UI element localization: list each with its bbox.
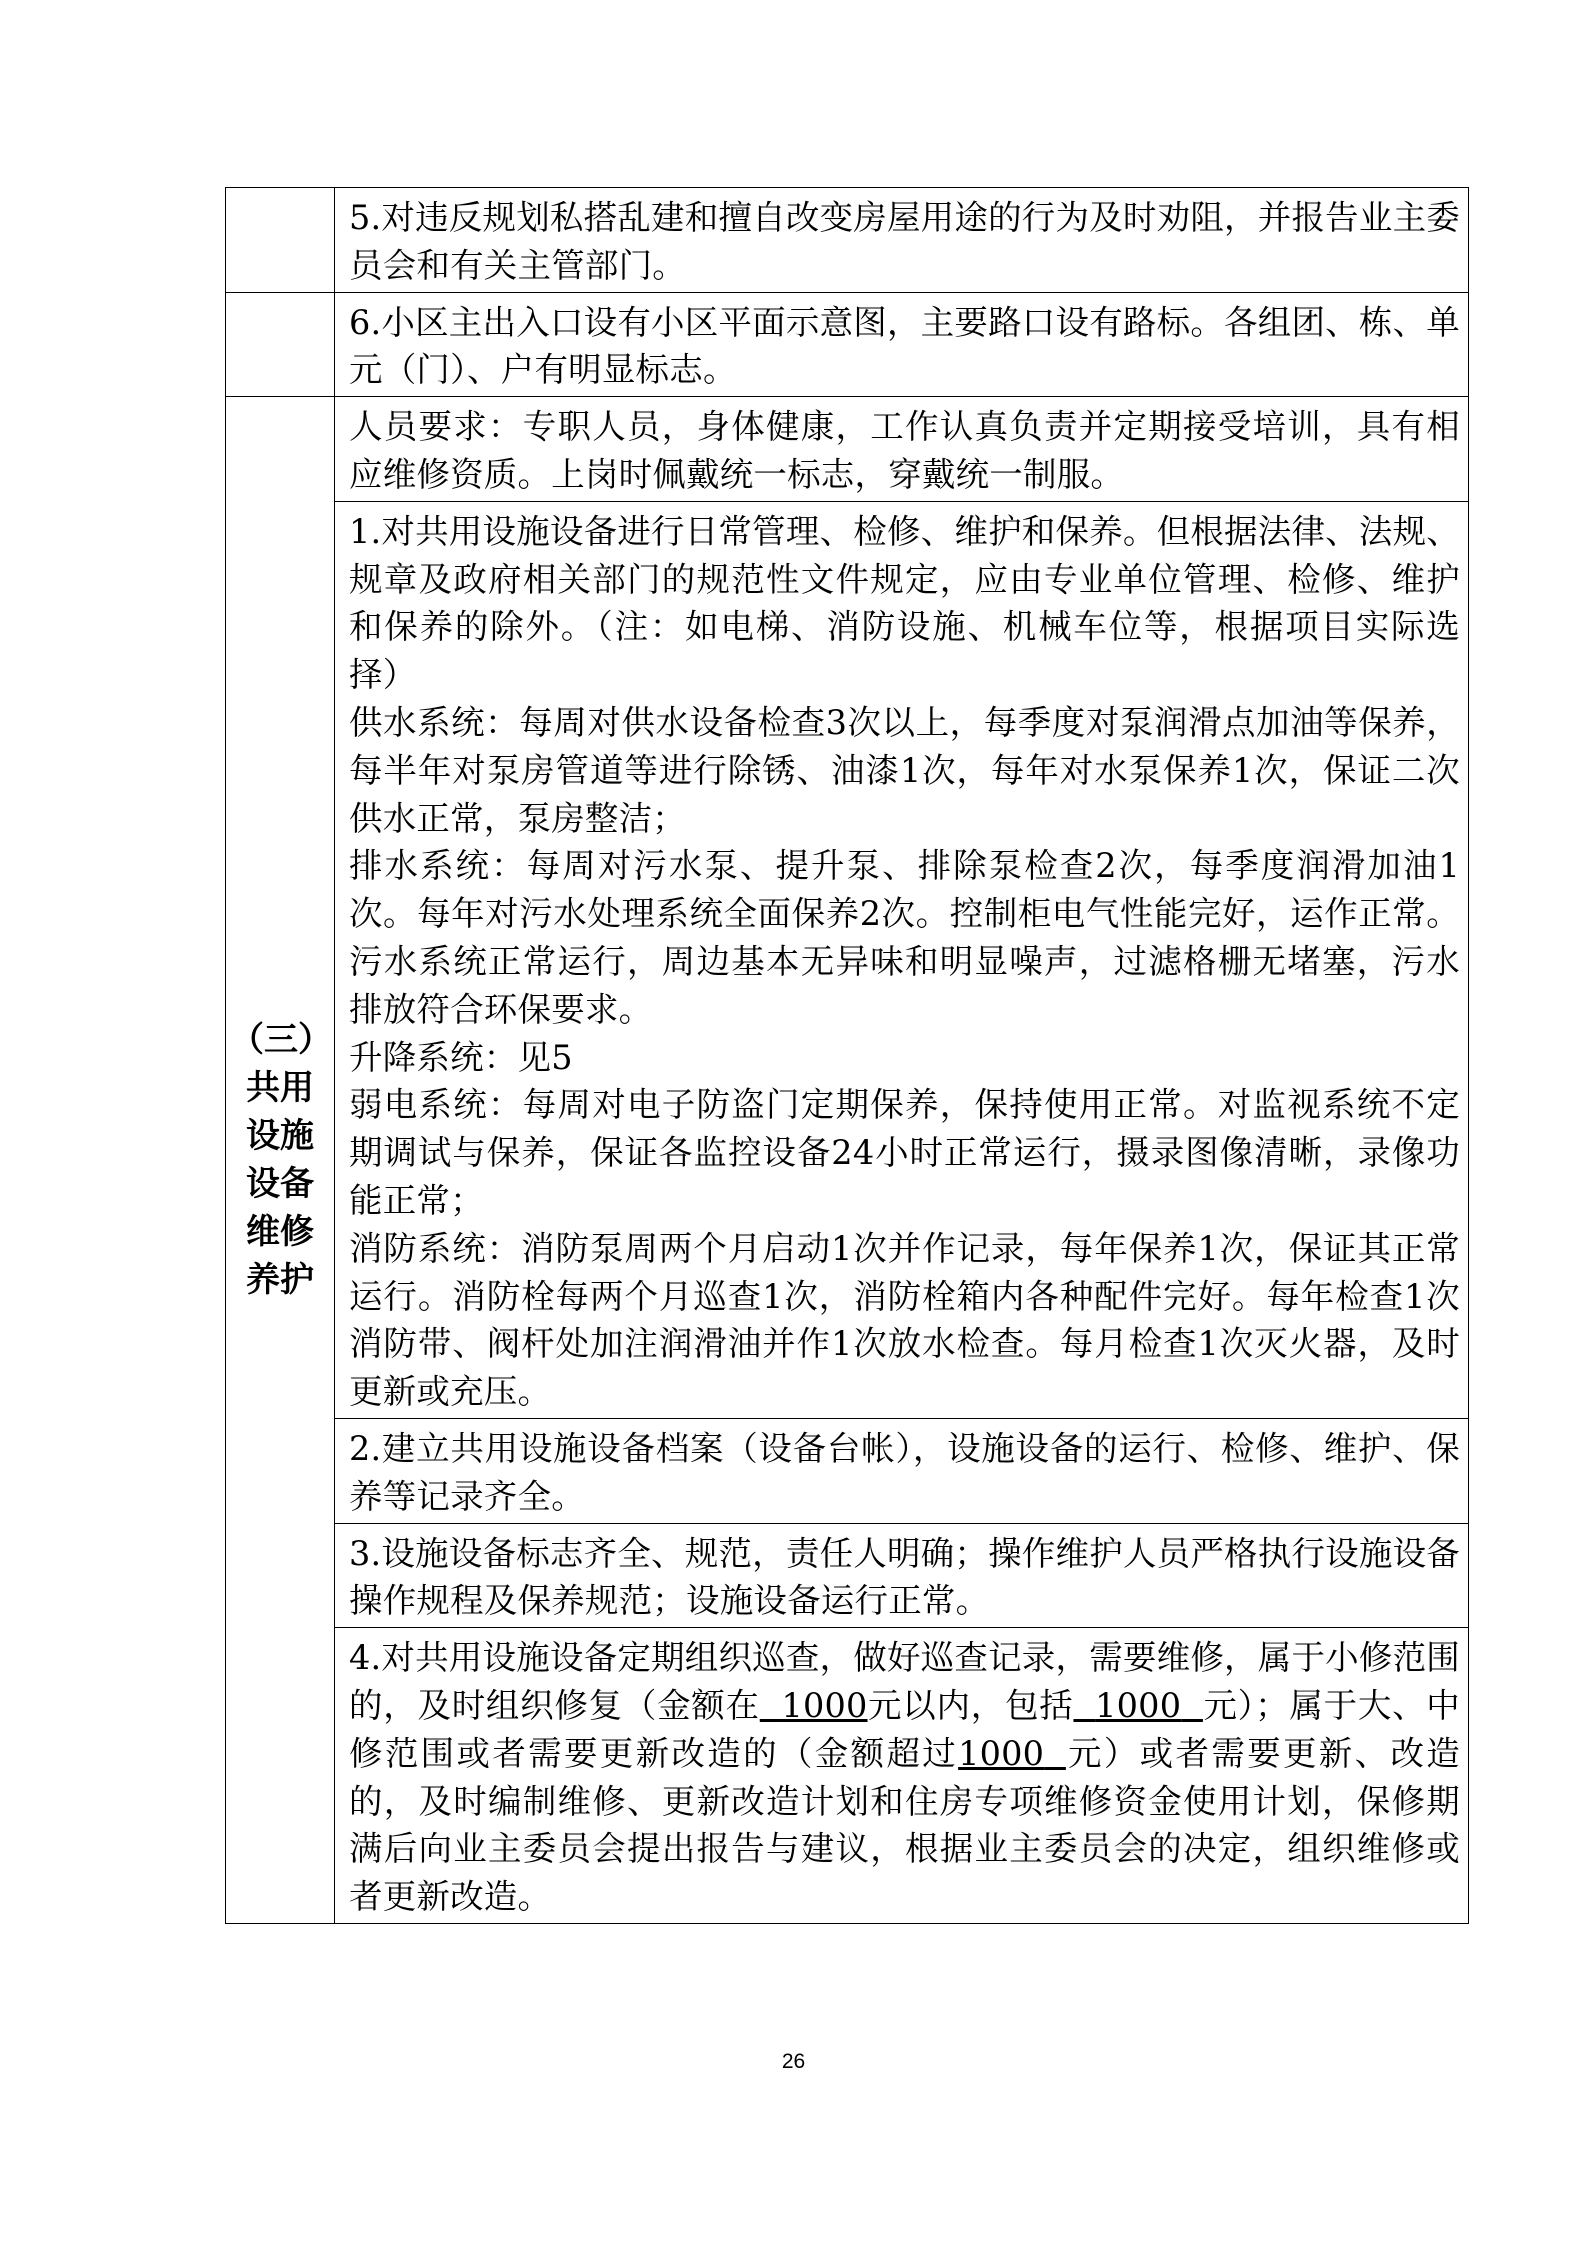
water-supply-text: 供水系统：每周对供水设备检查3次以上，每季度对泵润滑点加油等保养，每半年对泵房管道等进行除锈、油漆1次，每年对水泵保养1次，保证二次供水正常，泵房整洁； xyxy=(349,702,1460,838)
item-text: 2.建立共用设施设备档案（设备台帐），设施设备的运行、检修、维护、保养等记录齐全。 xyxy=(349,1428,1460,1516)
section-label-line: 共用 xyxy=(246,1068,314,1109)
item-text: 1.对共用设施设备进行日常管理、检修、维护和保养。但根据法律、法规、规章及政府相关部门的规范性文件规定，应由专业单位管理、检修、维护和保养的除外。（注：如电梯、消防设施、机械车位等，根据项目实际选择） xyxy=(349,511,1460,695)
table-row xyxy=(226,1418,1469,1523)
page-number: 26 xyxy=(781,2050,806,2073)
content-cell xyxy=(335,501,1469,1418)
item4-part2: 元以内，包括 xyxy=(867,1685,1074,1725)
content-cell xyxy=(335,397,1469,502)
label-cell-empty xyxy=(226,188,335,293)
fire-system-text: 消防系统：消防泵周两个月启动1次并作记录，每年保养1次，保证其正常运行。消防栓每两个月巡查1次，消防栓箱内各种配件完好。每年检查1次消防带、阀杆处加注润滑油并作1次放水检查。每月检查1次灭火器，及时更新或充压。 xyxy=(349,1228,1460,1412)
content-cell xyxy=(335,1523,1469,1628)
item4-part3: 元）；属于大、中修范围或者需要更新改造的（金额超过 xyxy=(349,1685,1461,1773)
table-row xyxy=(226,188,1469,293)
table-row xyxy=(226,397,1469,502)
section-label-line: 维修 xyxy=(246,1212,314,1253)
item4-part4: 元）或者需要更新、改造的，及时编制维修、更新改造计划和住房专项维修资金使用计划，保修期满后向业主委员会提出报告与建议，根据业主委员会的决定，组织维修或者更新改造。 xyxy=(349,1733,1460,1917)
amount-blank xyxy=(958,1730,1066,1778)
content-cell xyxy=(335,292,1469,397)
amount-blank xyxy=(760,1682,868,1730)
section-label-line: （三） xyxy=(230,1020,332,1061)
low-voltage-text: 弱电系统：每周对电子防盗门定期保养，保持使用正常。对监视系统不定期调试与保养，保证各监控设备24小时正常运行，摄录图像清晰，录像功能正常； xyxy=(349,1085,1460,1220)
section-label-line: 养护 xyxy=(246,1260,314,1301)
table-row xyxy=(226,501,1469,1418)
amount-value: 1000 xyxy=(1095,1685,1182,1725)
item4-part1: 4.对共用设施设备定期组织巡查，做好巡查记录，需要维修，属于小修范围的，及时组织修复（金额在 xyxy=(349,1638,1460,1725)
item-text: 5.对违反规划私搭乱建和擅自改变房屋用途的行为及时劝阻，并报告业主委员会和有关主管部门。 xyxy=(349,198,1460,285)
table-row xyxy=(226,1628,1469,1924)
amount-value: 1000 xyxy=(958,1733,1045,1773)
table-row xyxy=(226,1523,1469,1628)
elevator-text: 升降系统：见5 xyxy=(349,1037,573,1077)
section-label-line: 设备 xyxy=(246,1164,314,1205)
standards-table xyxy=(225,187,1469,1924)
amount-value: 1000 xyxy=(781,1685,868,1725)
section-label xyxy=(226,397,335,1924)
label-cell-empty xyxy=(226,292,335,397)
content-cell xyxy=(335,1418,1469,1523)
table-row xyxy=(226,292,1469,397)
content-cell xyxy=(335,1628,1469,1924)
item-text: 6.小区主出入口设有小区平面示意图，主要路口设有路标。各组团、栋、单元（门）、户有明显标志。 xyxy=(349,302,1460,390)
content-cell xyxy=(335,188,1469,293)
drainage-text: 排水系统：每周对污水泵、提升泵、排除泵检查2次，每季度润滑加油1次。每年对污水处理系统全面保养2次。控制柜电气性能完好，运作正常。污水系统正常运行，周边基本无异味和明显噪声，过滤格栅无堵塞，污水排放符合环保要求。 xyxy=(349,846,1460,1029)
staff-requirement-text: 人员要求：专职人员，身体健康，工作认真负责并定期接受培训，具有相应维修资质。上岗时佩戴统一标志，穿戴统一制服。 xyxy=(349,407,1460,494)
amount-blank xyxy=(1073,1682,1202,1730)
section-label-line: 设施 xyxy=(246,1116,314,1157)
item-text xyxy=(349,1634,1460,1921)
item-text: 3.设施设备标志齐全、规范，责任人明确；操作维护人员严格执行设施设备操作规程及保养规范；设施设备运行正常。 xyxy=(349,1533,1460,1621)
